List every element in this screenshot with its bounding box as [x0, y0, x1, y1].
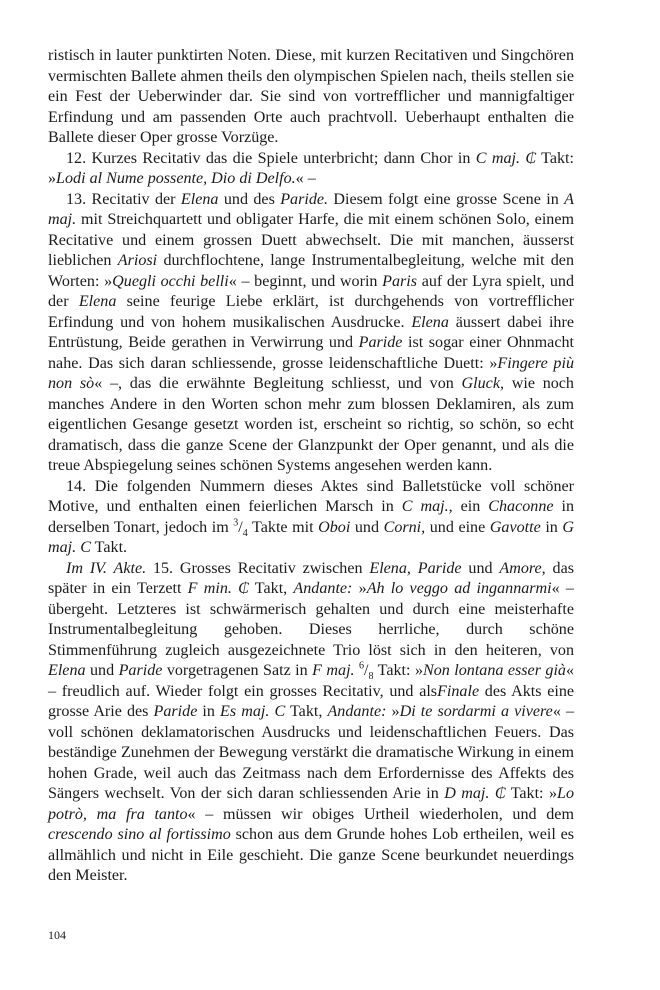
text-run: « – übergeht. Letzteres ist schwärmerisch gehalten und durch eine meisterhafte Instrumentalbegleitung gehoben. Dieses herrliche, durch schöne Stimmenführung zugleich ausgezeichnete Trio löst sich in den heiteren, von — [48, 580, 574, 659]
text-run: und — [350, 518, 384, 536]
paragraph — [48, 559, 574, 887]
text-run: « – beginnt, und worin — [228, 272, 383, 290]
fraction-part: 3 — [233, 517, 239, 529]
text-run: ist sogar einer Ohnmacht nahe. Das sich daran schliessende, grosse leidenschaftliche Duett: » — [48, 334, 574, 372]
italic-text: Chaconne — [488, 498, 554, 515]
text-run: in — [197, 703, 221, 720]
text-run: ristisch in lauter punktirten Noten. Diese, mit kurzen Recitativen und Singchören vermischten Ballete ahmen theils den olympischen Spielen nach, theils stellen sie ein Fest der Ueberwinder dar. Sie sind von vortrefflicher und mannigfaltiger Erfindung und am passenden Orte auch prachtvoll. Ueberhaupt enthalten die Ballete dieser Oper grosse Vorzüge. — [48, 47, 574, 146]
text-run: / — [364, 662, 369, 679]
text-run: Diesem folgt eine grosse Scene in — [328, 190, 565, 208]
text-run: in — [540, 518, 563, 536]
text-run: 15. Grosses Recitativ zwischen — [146, 559, 370, 577]
text-run: Takte mit — [247, 518, 319, 536]
italic-text: Gavotte — [489, 518, 541, 536]
italic-text: Quegli occhi belli — [112, 272, 229, 290]
text-run: in derselben Tonart, jedoch im — [48, 498, 574, 536]
text-run: seine feurige Liebe erklärt, ist durchgehends von vortrefflicher Erfindung und von hohem musikalischen Ausdrucke. — [48, 293, 575, 331]
italic-text: Finale — [437, 682, 480, 700]
text-run: und — [461, 559, 500, 577]
page-number: 104 — [48, 928, 66, 942]
italic-text: Elena, Paride — [369, 559, 462, 577]
text-run: wie noch manches Andere in den Worten schon mehr zum blossen Deklamiren, als zum eigentlichen Gesange gesetzt worden ist, erscheint so richtig, so schön, so echt dramatisch, dass die ganze Scene der Glanzpunkt der Oper genannt, und als die treue Abspiegelung seines schönen Systems angesehen werden kann. — [48, 375, 574, 474]
italic-text: Paride. — [280, 190, 329, 208]
italic-text: D maj. ₵ — [444, 785, 506, 802]
text-run: des Akts eine grosse Arie des — [48, 682, 575, 720]
italic-text: Andante: — [327, 703, 387, 720]
text-run: Takt: » — [373, 662, 423, 679]
text-run: mit Streichquartett und obligater Harfe, die mit einem schönen Solo, einem Recitative und einem grossen Duett abwechselt. Die mit manchen, äusserst lieblichen — [48, 211, 574, 269]
italic-text: Corni, — [383, 518, 426, 536]
italic-text: Oboi — [318, 518, 351, 536]
paragraph — [48, 477, 574, 559]
text-run: » — [352, 580, 367, 597]
italic-text: Non lontana esser già — [423, 662, 566, 679]
text-run: Takt, — [285, 703, 328, 720]
text-run: Takt: » — [48, 149, 574, 187]
italic-text: Paris — [382, 272, 418, 290]
italic-text: Andante: — [293, 580, 353, 597]
italic-text: Lo potrò, ma fra tanto — [48, 785, 574, 823]
text-run: und — [85, 662, 119, 679]
text-run: Takt. — [90, 539, 128, 556]
italic-text: Ah lo veggo ad ingannarmi — [366, 580, 552, 597]
text-run: vorgetragenen Satz in — [162, 662, 313, 679]
fraction-part: 8 — [368, 671, 374, 683]
italic-text: Im IV. Akte. — [66, 559, 147, 577]
paragraph — [48, 46, 574, 149]
fraction-part: 6 — [359, 660, 365, 672]
text-run: Takt, — [248, 580, 294, 597]
italic-text: Elena — [78, 293, 117, 310]
text-run: ein — [452, 498, 489, 515]
italic-text: Lodi al Nume possente, Dio di Delfo. — [56, 170, 296, 187]
text-run: / — [238, 518, 243, 536]
italic-text: F min. ₵ — [187, 580, 249, 597]
text-run: 12. Kurzes Recitativ das die Spiele unterbricht; dann Chor in — [66, 149, 476, 167]
italic-text: C maj., — [401, 498, 453, 515]
text-run: und eine — [425, 518, 490, 536]
text-run: « – — [295, 170, 316, 187]
italic-text: Paride — [358, 334, 403, 351]
text-run: « – voll schönen deklamatorischen Ausdrucks und leidenschaftlichen Feuers. Das beständige Zunehmen der Bewegung verstärkt die dramatische Wirkung in einem hohen Grade, weil auch das Zeitmass nach dem Erfordernisse des Affekts des Sängers wechselt. Von der sich daran schliessenden Arie in — [48, 703, 574, 802]
text-run: » — [386, 703, 400, 720]
italic-text: crescendo sino al fortissimo — [48, 826, 231, 843]
text-run: auf der Lyra spielt, und der — [48, 272, 574, 310]
text-run: und des — [218, 190, 281, 208]
italic-text: Elena — [48, 662, 86, 679]
fraction-part: 4 — [242, 527, 248, 539]
text-run: das später in ein Terzett — [48, 559, 575, 597]
italic-text: Amore, — [499, 559, 546, 577]
italic-text: Elena — [411, 313, 449, 331]
text-run: 14. Die folgenden Nummern dieses Aktes sind Balletstücke voll schöner Motive, und enthalten einen feierlichen Marsch in — [48, 477, 574, 515]
italic-text: G maj. C — [48, 518, 575, 556]
italic-text: Paride — [118, 662, 163, 679]
text-run: durchflochtene, lange Instrumentalbegleitung, welche mit den Worten: » — [48, 252, 574, 290]
italic-text: Gluck, — [461, 375, 504, 392]
text-run: Takt: » — [505, 785, 557, 802]
italic-text: A maj. — [48, 190, 574, 228]
text-run: schon aus dem Grunde hohes Lob ertheilen, weil es allmählich und nicht in Eile geschieht. Die ganze Scene beurkundet neuerdings den Meister. — [48, 826, 575, 884]
italic-text: Ariosi — [117, 252, 158, 269]
italic-text: C maj. ₵ — [475, 149, 537, 167]
paragraph — [48, 149, 574, 190]
text-run: « – freudlich auf. Wieder folgt ein grosses Recitativ, und als — [48, 662, 575, 700]
italic-text: Di te sordarmi a vivere — [399, 703, 553, 720]
italic-text: Paride — [153, 703, 198, 720]
text-run: 13. Recitativ der — [66, 190, 181, 208]
text-run: « – müssen wir obiges Urtheil wiederholen, und dem — [187, 805, 574, 823]
italic-text: F maj. — [312, 662, 355, 679]
paragraph — [48, 190, 574, 477]
italic-text: Elena — [180, 190, 219, 208]
page-body — [48, 46, 574, 887]
text-run: « –, das die erwähnte Begleitung schliesst, und von — [94, 375, 462, 392]
italic-text: Es maj. C — [220, 703, 286, 720]
italic-text: Fingere più non sò — [48, 354, 574, 392]
text-run: äussert dabei ihre Entrüstung, Beide gerathen in Verwirrung und — [48, 313, 574, 351]
